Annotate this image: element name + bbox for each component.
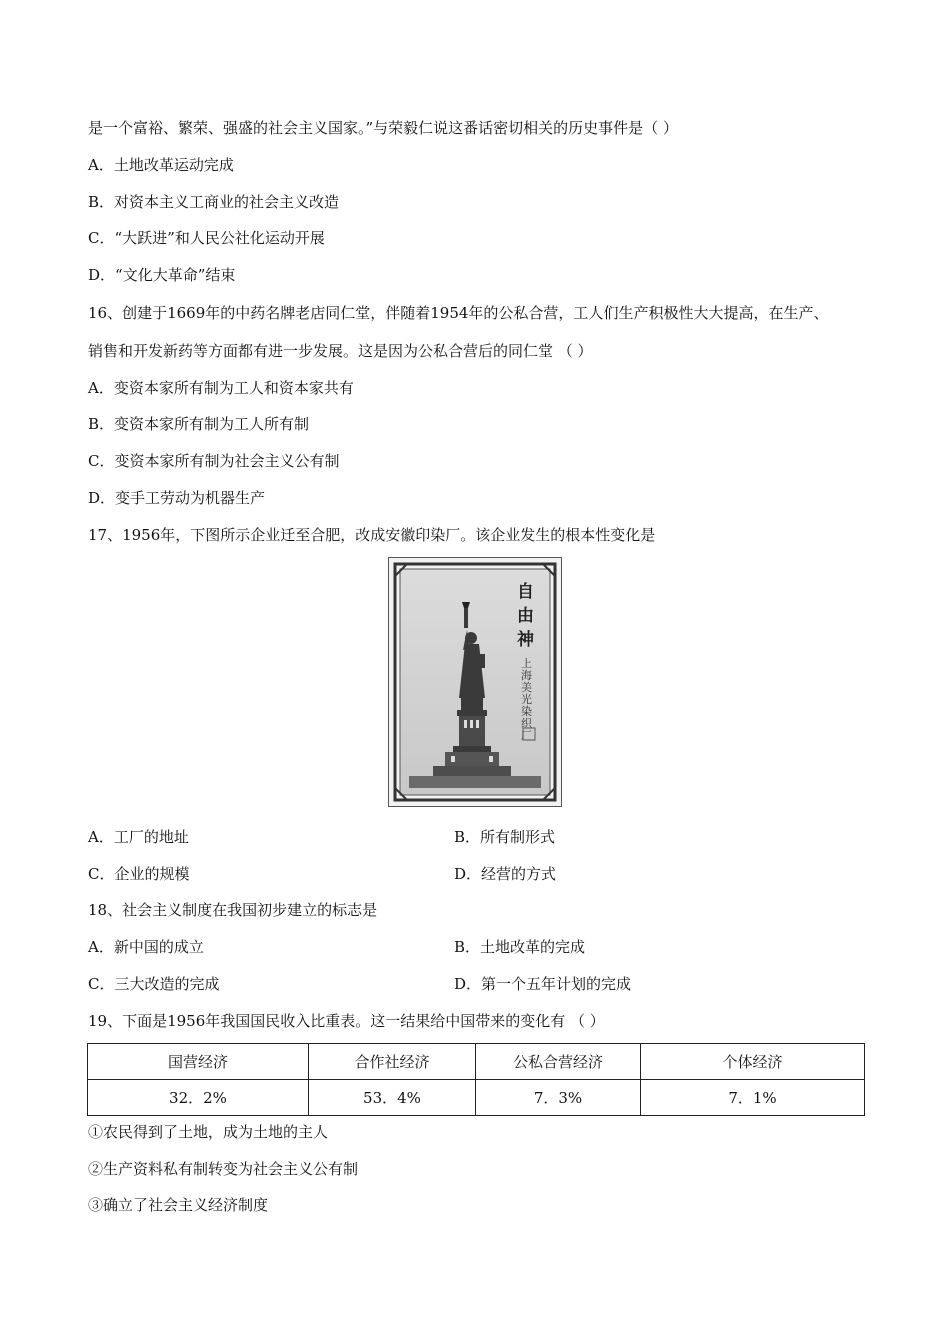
table-header-cell: 合作社经济	[309, 1044, 476, 1080]
q17-stem: 17、1956年，下图所示企业迁至合肥，改成安徽印染厂。该企业发生的根本性变化是	[88, 526, 656, 544]
table-header-row	[88, 1044, 865, 1080]
q16-stem-line-1: 16、创建于1669年的中药名牌老店同仁堂，伴随着1954年的公私合营，工人们生产积极性大大提高，在生产、	[88, 304, 829, 322]
q17-option-a: A．工厂的地址	[88, 828, 189, 846]
table-header-cell: 个体经济	[641, 1044, 865, 1080]
table-row	[88, 1080, 865, 1116]
q19-stem: 19、下面是1956年我国国民收入比重表。这一结果给中国带来的变化有 （ ）	[88, 1012, 605, 1030]
q16-stem-line-2: 销售和开发新药等方面都有进一步发展。这是因为公私合营后的同仁堂 （ ）	[88, 342, 593, 360]
q19-item-2: ②生产资料私有制转变为社会主义公有制	[88, 1160, 359, 1178]
q18-stem: 18、社会主义制度在我国初步建立的标志是	[88, 901, 378, 919]
q17-option-b: B．所有制形式	[454, 828, 556, 846]
q16-option-b: B．变资本家所有制为工人所有制	[88, 415, 310, 433]
q16-option-d: D．变手工劳动为机器生产	[88, 489, 266, 507]
q15-option-c: C．“大跃进”和人民公社化运动开展	[88, 229, 325, 247]
q19-item-1: ①农民得到了土地，成为土地的主人	[88, 1123, 329, 1141]
table-cell: 32．2%	[88, 1080, 309, 1116]
table-cell: 53．4%	[309, 1080, 476, 1116]
q17-option-d: D．经营的方式	[454, 865, 557, 883]
q18-option-d: D．第一个五年计划的完成	[454, 975, 632, 993]
statue-of-liberty-trademark-image	[388, 557, 562, 807]
national-income-table	[87, 1043, 865, 1116]
table-header-cell: 公私合营经济	[476, 1044, 641, 1080]
table-header-cell: 国营经济	[88, 1044, 309, 1080]
trademark-side-text: 上海美光染织厂	[521, 657, 532, 742]
q16-option-a: A．变资本家所有制为工人和资本家共有	[88, 379, 354, 397]
table-cell: 7．1%	[641, 1080, 865, 1116]
q18-option-a: A．新中国的成立	[88, 938, 204, 956]
trademark-title: 自由神	[517, 582, 534, 650]
q17-option-c: C．企业的规模	[88, 865, 190, 883]
q18-option-c: C．三大改造的完成	[88, 975, 220, 993]
q16-option-c: C．变资本家所有制为社会主义公有制	[88, 452, 340, 470]
q15-option-b: B．对资本主义工商业的社会主义改造	[88, 193, 340, 211]
q15-option-a: A．土地改革运动完成	[88, 156, 234, 174]
q15-stem: 是一个富裕、繁荣、强盛的社会主义国家。”与荣毅仁说这番话密切相关的历史事件是（ ）	[88, 119, 678, 137]
q19-item-3: ③确立了社会主义经济制度	[88, 1196, 269, 1214]
table-cell: 7．3%	[476, 1080, 641, 1116]
q18-option-b: B．土地改革的完成	[454, 938, 586, 956]
q15-option-d: D．“文化大革命”结束	[88, 266, 236, 284]
